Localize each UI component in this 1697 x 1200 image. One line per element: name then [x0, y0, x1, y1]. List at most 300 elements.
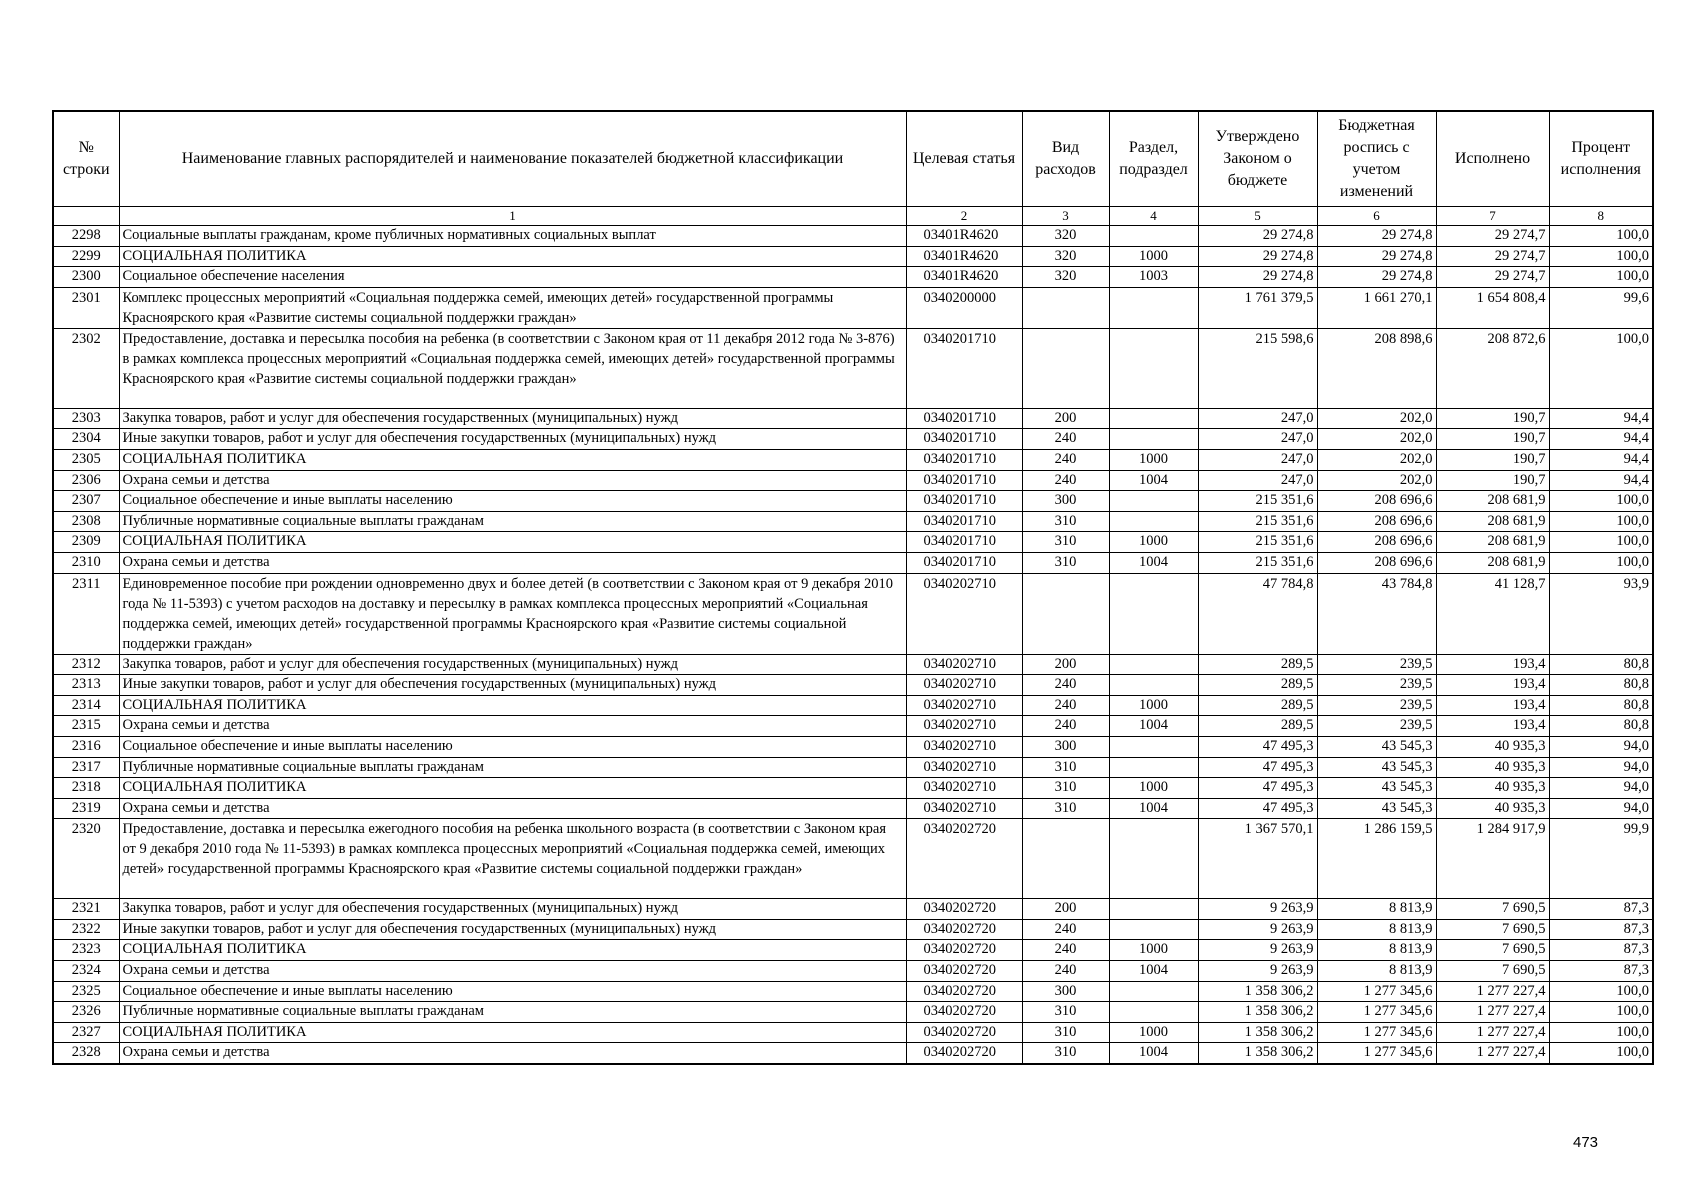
row-target-article: 03401R4620 — [906, 267, 1022, 288]
row-expense-type — [1022, 287, 1109, 328]
header-executed: Исполнено — [1436, 111, 1549, 207]
row-expense-type: 310 — [1022, 1043, 1109, 1064]
row-executed: 7 690,5 — [1436, 899, 1549, 920]
row-number: 2321 — [53, 899, 119, 920]
row-budget-schedule: 8 813,9 — [1317, 919, 1436, 940]
row-expense-type: 310 — [1022, 1002, 1109, 1023]
row-percent: 80,8 — [1549, 716, 1653, 737]
row-name: Иные закупки товаров, работ и услуг для обеспечения государственных (муниципальных) нужд — [119, 429, 906, 450]
column-number: 6 — [1317, 207, 1436, 226]
row-budget-schedule: 239,5 — [1317, 654, 1436, 675]
row-executed: 40 935,3 — [1436, 778, 1549, 799]
row-name: СОЦИАЛЬНАЯ ПОЛИТИКА — [119, 940, 906, 961]
column-number: 4 — [1109, 207, 1198, 226]
table-body — [53, 226, 1653, 1065]
row-target-article: 0340201710 — [906, 470, 1022, 491]
row-percent: 87,3 — [1549, 940, 1653, 961]
row-target-article: 0340201710 — [906, 429, 1022, 450]
row-executed: 1 277 227,4 — [1436, 1043, 1549, 1064]
row-executed: 208 681,9 — [1436, 552, 1549, 573]
row-approved: 1 367 570,1 — [1198, 819, 1317, 899]
column-number: 3 — [1022, 207, 1109, 226]
row-executed: 208 681,9 — [1436, 491, 1549, 512]
row-expense-type: 200 — [1022, 408, 1109, 429]
row-target-article: 0340201710 — [906, 408, 1022, 429]
row-percent: 100,0 — [1549, 246, 1653, 267]
row-budget-schedule: 29 274,8 — [1317, 226, 1436, 247]
row-approved: 215 351,6 — [1198, 491, 1317, 512]
table-row — [53, 778, 1653, 799]
row-budget-schedule: 8 813,9 — [1317, 899, 1436, 920]
row-expense-type: 240 — [1022, 940, 1109, 961]
row-budget-schedule: 208 696,6 — [1317, 491, 1436, 512]
row-approved: 47 495,3 — [1198, 798, 1317, 819]
header-approved: Утверждено Законом о бюджете — [1198, 111, 1317, 207]
table-row — [53, 675, 1653, 696]
row-target-article: 0340201710 — [906, 552, 1022, 573]
table-row — [53, 716, 1653, 737]
table-row — [53, 819, 1653, 899]
row-section: 1004 — [1109, 716, 1198, 737]
row-executed: 193,4 — [1436, 675, 1549, 696]
row-percent: 100,0 — [1549, 1002, 1653, 1023]
row-number: 2327 — [53, 1022, 119, 1043]
row-budget-schedule: 208 696,6 — [1317, 552, 1436, 573]
row-percent: 100,0 — [1549, 226, 1653, 247]
row-approved: 289,5 — [1198, 654, 1317, 675]
row-name: СОЦИАЛЬНАЯ ПОЛИТИКА — [119, 246, 906, 267]
row-percent: 100,0 — [1549, 1043, 1653, 1064]
row-expense-type: 240 — [1022, 919, 1109, 940]
row-percent: 94,0 — [1549, 757, 1653, 778]
row-section: 1000 — [1109, 695, 1198, 716]
row-expense-type: 300 — [1022, 736, 1109, 757]
row-number: 2308 — [53, 511, 119, 532]
row-approved: 47 495,3 — [1198, 778, 1317, 799]
row-percent: 80,8 — [1549, 695, 1653, 716]
row-target-article: 0340202710 — [906, 736, 1022, 757]
table-row — [53, 1043, 1653, 1064]
header-expense-type: Вид расходов — [1022, 111, 1109, 207]
row-budget-schedule: 43 545,3 — [1317, 798, 1436, 819]
row-number: 2322 — [53, 919, 119, 940]
row-approved: 215 351,6 — [1198, 511, 1317, 532]
row-target-article: 0340202720 — [906, 961, 1022, 982]
row-approved: 47 784,8 — [1198, 573, 1317, 654]
table-row — [53, 798, 1653, 819]
table-row — [53, 429, 1653, 450]
table-row — [53, 449, 1653, 470]
row-number: 2311 — [53, 573, 119, 654]
row-target-article: 0340201710 — [906, 511, 1022, 532]
row-percent: 94,4 — [1549, 408, 1653, 429]
row-percent: 100,0 — [1549, 1022, 1653, 1043]
table-row — [53, 470, 1653, 491]
row-section — [1109, 408, 1198, 429]
row-percent: 80,8 — [1549, 654, 1653, 675]
row-number: 2306 — [53, 470, 119, 491]
row-budget-schedule: 1 277 345,6 — [1317, 1002, 1436, 1023]
row-number: 2302 — [53, 328, 119, 408]
row-name: Предоставление, доставка и пересылка пособия на ребенка (в соответствии с Законом края от 11 декабря 2012 года № 3-876) в рамках комплекса процессных мероприятий «Социальная поддержка семей, имеющих детей» государственной программы Красноярского края «Развитие системы социальной поддержки граждан» — [119, 328, 906, 408]
row-budget-schedule: 239,5 — [1317, 716, 1436, 737]
row-section — [1109, 287, 1198, 328]
row-budget-schedule: 202,0 — [1317, 470, 1436, 491]
row-expense-type: 310 — [1022, 552, 1109, 573]
row-executed: 1 277 227,4 — [1436, 981, 1549, 1002]
row-number: 2304 — [53, 429, 119, 450]
row-budget-schedule: 208 898,6 — [1317, 328, 1436, 408]
row-section: 1004 — [1109, 470, 1198, 491]
row-number: 2319 — [53, 798, 119, 819]
row-target-article: 0340202710 — [906, 573, 1022, 654]
row-executed: 7 690,5 — [1436, 940, 1549, 961]
row-expense-type: 310 — [1022, 757, 1109, 778]
row-budget-schedule: 43 545,3 — [1317, 736, 1436, 757]
row-name: Публичные нормативные социальные выплаты гражданам — [119, 757, 906, 778]
row-percent: 87,3 — [1549, 961, 1653, 982]
row-percent: 94,0 — [1549, 736, 1653, 757]
row-expense-type: 320 — [1022, 267, 1109, 288]
row-executed: 190,7 — [1436, 429, 1549, 450]
row-budget-schedule: 202,0 — [1317, 449, 1436, 470]
row-section — [1109, 328, 1198, 408]
row-section: 1000 — [1109, 1022, 1198, 1043]
row-target-article: 0340202710 — [906, 798, 1022, 819]
row-budget-schedule: 202,0 — [1317, 429, 1436, 450]
row-name: Социальное обеспечение и иные выплаты населению — [119, 736, 906, 757]
row-approved: 1 358 306,2 — [1198, 981, 1317, 1002]
row-approved: 1 358 306,2 — [1198, 1002, 1317, 1023]
header-row-number: № строки — [53, 111, 119, 207]
row-number: 2298 — [53, 226, 119, 247]
row-percent: 99,6 — [1549, 287, 1653, 328]
row-executed: 208 872,6 — [1436, 328, 1549, 408]
row-expense-type: 320 — [1022, 246, 1109, 267]
table-row — [53, 940, 1653, 961]
row-executed: 1 277 227,4 — [1436, 1022, 1549, 1043]
row-number: 2312 — [53, 654, 119, 675]
row-number: 2310 — [53, 552, 119, 573]
row-target-article: 0340202710 — [906, 695, 1022, 716]
row-name: Социальное обеспечение населения — [119, 267, 906, 288]
row-target-article: 0340202710 — [906, 716, 1022, 737]
row-executed: 193,4 — [1436, 716, 1549, 737]
row-approved: 247,0 — [1198, 429, 1317, 450]
row-section — [1109, 757, 1198, 778]
row-name: СОЦИАЛЬНАЯ ПОЛИТИКА — [119, 778, 906, 799]
column-number: 7 — [1436, 207, 1549, 226]
row-target-article: 0340202720 — [906, 1002, 1022, 1023]
row-expense-type: 320 — [1022, 226, 1109, 247]
row-expense-type: 240 — [1022, 961, 1109, 982]
row-section: 1003 — [1109, 267, 1198, 288]
row-expense-type: 300 — [1022, 491, 1109, 512]
table-row — [53, 1022, 1653, 1043]
row-executed: 29 274,7 — [1436, 226, 1549, 247]
row-percent: 94,0 — [1549, 798, 1653, 819]
row-approved: 29 274,8 — [1198, 246, 1317, 267]
row-expense-type: 310 — [1022, 511, 1109, 532]
row-number: 2325 — [53, 981, 119, 1002]
table-row — [53, 246, 1653, 267]
table-header — [53, 111, 1653, 226]
row-budget-schedule: 239,5 — [1317, 695, 1436, 716]
row-section — [1109, 981, 1198, 1002]
table-row — [53, 736, 1653, 757]
row-expense-type: 310 — [1022, 1022, 1109, 1043]
row-section — [1109, 919, 1198, 940]
row-approved: 1 358 306,2 — [1198, 1022, 1317, 1043]
row-name: Социальное обеспечение и иные выплаты населению — [119, 981, 906, 1002]
row-target-article: 0340202720 — [906, 919, 1022, 940]
row-executed: 190,7 — [1436, 449, 1549, 470]
row-expense-type — [1022, 819, 1109, 899]
row-approved: 215 351,6 — [1198, 552, 1317, 573]
header-percent: Процент исполнения — [1549, 111, 1653, 207]
row-section: 1000 — [1109, 778, 1198, 799]
header-row — [53, 111, 1653, 207]
column-number: 2 — [906, 207, 1022, 226]
row-percent: 99,9 — [1549, 819, 1653, 899]
table-row — [53, 532, 1653, 553]
row-number: 2309 — [53, 532, 119, 553]
table-row — [53, 491, 1653, 512]
row-name: Социальное обеспечение и иные выплаты населению — [119, 491, 906, 512]
row-name: Охрана семьи и детства — [119, 798, 906, 819]
column-number: 8 — [1549, 207, 1653, 226]
table-row — [53, 287, 1653, 328]
row-number: 2324 — [53, 961, 119, 982]
row-number: 2299 — [53, 246, 119, 267]
row-executed: 29 274,7 — [1436, 246, 1549, 267]
row-expense-type: 240 — [1022, 449, 1109, 470]
row-target-article: 0340202710 — [906, 654, 1022, 675]
row-percent: 100,0 — [1549, 552, 1653, 573]
row-target-article: 0340202720 — [906, 1043, 1022, 1064]
row-expense-type: 240 — [1022, 675, 1109, 696]
row-expense-type: 200 — [1022, 654, 1109, 675]
row-expense-type: 240 — [1022, 470, 1109, 491]
row-approved: 47 495,3 — [1198, 757, 1317, 778]
row-executed: 7 690,5 — [1436, 961, 1549, 982]
table-row — [53, 695, 1653, 716]
row-name: Предоставление, доставка и пересылка ежегодного пособия на ребенка школьного возраста (в соответствии с Законом края от 9 декабря 2010 года № 11-5393) в рамках комплекса процессных мероприятий «Социальная поддержка семей, имеющих детей» государственной программы Красноярского края «Развитие системы социальной поддержки граждан» — [119, 819, 906, 899]
row-expense-type: 200 — [1022, 899, 1109, 920]
row-number: 2318 — [53, 778, 119, 799]
table-row — [53, 408, 1653, 429]
row-name: СОЦИАЛЬНАЯ ПОЛИТИКА — [119, 1022, 906, 1043]
row-section — [1109, 899, 1198, 920]
table-row — [53, 961, 1653, 982]
row-percent: 100,0 — [1549, 267, 1653, 288]
table-row — [53, 226, 1653, 247]
row-budget-schedule: 1 277 345,6 — [1317, 1022, 1436, 1043]
row-percent: 94,4 — [1549, 429, 1653, 450]
row-approved: 47 495,3 — [1198, 736, 1317, 757]
row-number: 2317 — [53, 757, 119, 778]
row-percent: 100,0 — [1549, 511, 1653, 532]
row-approved: 29 274,8 — [1198, 267, 1317, 288]
row-executed: 40 935,3 — [1436, 798, 1549, 819]
row-approved: 9 263,9 — [1198, 899, 1317, 920]
row-target-article: 03401R4620 — [906, 226, 1022, 247]
row-approved: 289,5 — [1198, 695, 1317, 716]
row-number: 2307 — [53, 491, 119, 512]
row-approved: 289,5 — [1198, 675, 1317, 696]
header-budget-schedule: Бюджетная роспись с учетом изменений — [1317, 111, 1436, 207]
row-executed: 190,7 — [1436, 408, 1549, 429]
row-approved: 9 263,9 — [1198, 919, 1317, 940]
row-approved: 29 274,8 — [1198, 226, 1317, 247]
row-expense-type: 310 — [1022, 798, 1109, 819]
row-executed: 208 681,9 — [1436, 532, 1549, 553]
row-section — [1109, 675, 1198, 696]
row-name: Публичные нормативные социальные выплаты гражданам — [119, 511, 906, 532]
row-executed: 41 128,7 — [1436, 573, 1549, 654]
row-approved: 1 761 379,5 — [1198, 287, 1317, 328]
row-name: Публичные нормативные социальные выплаты гражданам — [119, 1002, 906, 1023]
table-row — [53, 328, 1653, 408]
row-executed: 208 681,9 — [1436, 511, 1549, 532]
column-number-row — [53, 207, 1653, 226]
row-percent: 100,0 — [1549, 328, 1653, 408]
table-row — [53, 1002, 1653, 1023]
row-section: 1004 — [1109, 961, 1198, 982]
row-executed: 190,7 — [1436, 470, 1549, 491]
row-name: Закупка товаров, работ и услуг для обеспечения государственных (муниципальных) нужд — [119, 654, 906, 675]
row-number: 2328 — [53, 1043, 119, 1064]
row-target-article: 0340202710 — [906, 757, 1022, 778]
row-percent: 94,0 — [1549, 778, 1653, 799]
row-executed: 1 277 227,4 — [1436, 1002, 1549, 1023]
row-approved: 247,0 — [1198, 408, 1317, 429]
row-budget-schedule: 239,5 — [1317, 675, 1436, 696]
row-expense-type: 240 — [1022, 429, 1109, 450]
row-budget-schedule: 8 813,9 — [1317, 961, 1436, 982]
header-name: Наименование главных распорядителей и наименование показателей бюджетной классификации — [119, 111, 906, 207]
row-name: Охрана семьи и детства — [119, 961, 906, 982]
row-target-article: 0340201710 — [906, 449, 1022, 470]
row-budget-schedule: 43 784,8 — [1317, 573, 1436, 654]
row-name: Комплекс процессных мероприятий «Социальная поддержка семей, имеющих детей» государственной программы Красноярского края «Развитие системы социальной поддержки граждан» — [119, 287, 906, 328]
row-section — [1109, 819, 1198, 899]
table-row — [53, 552, 1653, 573]
row-target-article: 0340202720 — [906, 940, 1022, 961]
row-section — [1109, 511, 1198, 532]
row-executed: 193,4 — [1436, 695, 1549, 716]
table-row — [53, 267, 1653, 288]
column-number: 5 — [1198, 207, 1317, 226]
row-number: 2313 — [53, 675, 119, 696]
table-row — [53, 757, 1653, 778]
header-section: Раздел, подраздел — [1109, 111, 1198, 207]
row-percent: 94,4 — [1549, 449, 1653, 470]
row-approved: 215 351,6 — [1198, 532, 1317, 553]
row-section — [1109, 573, 1198, 654]
row-number: 2300 — [53, 267, 119, 288]
row-expense-type: 300 — [1022, 981, 1109, 1002]
row-name: Социальные выплаты гражданам, кроме публичных нормативных социальных выплат — [119, 226, 906, 247]
row-executed: 40 935,3 — [1436, 736, 1549, 757]
row-approved: 247,0 — [1198, 470, 1317, 491]
row-percent: 80,8 — [1549, 675, 1653, 696]
row-name: СОЦИАЛЬНАЯ ПОЛИТИКА — [119, 695, 906, 716]
row-approved: 289,5 — [1198, 716, 1317, 737]
row-budget-schedule: 208 696,6 — [1317, 511, 1436, 532]
table-row — [53, 899, 1653, 920]
row-budget-schedule: 29 274,8 — [1317, 267, 1436, 288]
row-name: Охрана семьи и детства — [119, 470, 906, 491]
row-section — [1109, 1002, 1198, 1023]
row-section: 1000 — [1109, 532, 1198, 553]
row-budget-schedule: 43 545,3 — [1317, 778, 1436, 799]
row-expense-type: 310 — [1022, 532, 1109, 553]
row-name: Охрана семьи и детства — [119, 716, 906, 737]
row-section — [1109, 736, 1198, 757]
row-target-article: 03401R4620 — [906, 246, 1022, 267]
row-percent: 100,0 — [1549, 981, 1653, 1002]
table-row — [53, 981, 1653, 1002]
row-approved: 215 598,6 — [1198, 328, 1317, 408]
row-target-article: 0340202710 — [906, 778, 1022, 799]
row-expense-type — [1022, 573, 1109, 654]
row-executed: 40 935,3 — [1436, 757, 1549, 778]
row-section: 1004 — [1109, 1043, 1198, 1064]
row-number: 2326 — [53, 1002, 119, 1023]
row-target-article: 0340202720 — [906, 1022, 1022, 1043]
row-name: Закупка товаров, работ и услуг для обеспечения государственных (муниципальных) нужд — [119, 899, 906, 920]
row-number: 2303 — [53, 408, 119, 429]
row-name: Единовременное пособие при рождении одновременно двух и более детей (в соответствии с Законом края от 9 декабря 2010 года № 11-5393) с учетом расходов на доставку и пересылку в рамках комплекса процессных мероприятий «Социальная поддержка семей, имеющих детей» государственной программы Красноярского края «Развитие системы социальной поддержки граждан» — [119, 573, 906, 654]
table-row — [53, 573, 1653, 654]
row-section: 1000 — [1109, 940, 1198, 961]
row-section — [1109, 654, 1198, 675]
row-section — [1109, 429, 1198, 450]
row-target-article: 0340202720 — [906, 899, 1022, 920]
row-budget-schedule: 43 545,3 — [1317, 757, 1436, 778]
row-target-article: 0340202720 — [906, 981, 1022, 1002]
row-section: 1004 — [1109, 798, 1198, 819]
column-number: 1 — [119, 207, 906, 226]
row-number: 2301 — [53, 287, 119, 328]
row-name: Иные закупки товаров, работ и услуг для обеспечения государственных (муниципальных) нужд — [119, 919, 906, 940]
row-target-article: 0340201710 — [906, 491, 1022, 512]
row-section: 1000 — [1109, 449, 1198, 470]
row-budget-schedule: 8 813,9 — [1317, 940, 1436, 961]
row-percent: 100,0 — [1549, 532, 1653, 553]
row-section: 1000 — [1109, 246, 1198, 267]
row-target-article: 0340202720 — [906, 819, 1022, 899]
row-executed: 1 284 917,9 — [1436, 819, 1549, 899]
page-number: 473 — [1573, 1134, 1599, 1151]
row-number: 2315 — [53, 716, 119, 737]
row-section — [1109, 226, 1198, 247]
row-name: СОЦИАЛЬНАЯ ПОЛИТИКА — [119, 532, 906, 553]
row-budget-schedule: 29 274,8 — [1317, 246, 1436, 267]
row-target-article: 0340200000 — [906, 287, 1022, 328]
row-expense-type: 240 — [1022, 695, 1109, 716]
table-row — [53, 919, 1653, 940]
row-target-article: 0340201710 — [906, 328, 1022, 408]
row-expense-type — [1022, 328, 1109, 408]
row-approved: 9 263,9 — [1198, 940, 1317, 961]
row-budget-schedule: 208 696,6 — [1317, 532, 1436, 553]
row-executed: 1 654 808,4 — [1436, 287, 1549, 328]
row-name: Закупка товаров, работ и услуг для обеспечения государственных (муниципальных) нужд — [119, 408, 906, 429]
row-executed: 7 690,5 — [1436, 919, 1549, 940]
row-target-article: 0340202710 — [906, 675, 1022, 696]
